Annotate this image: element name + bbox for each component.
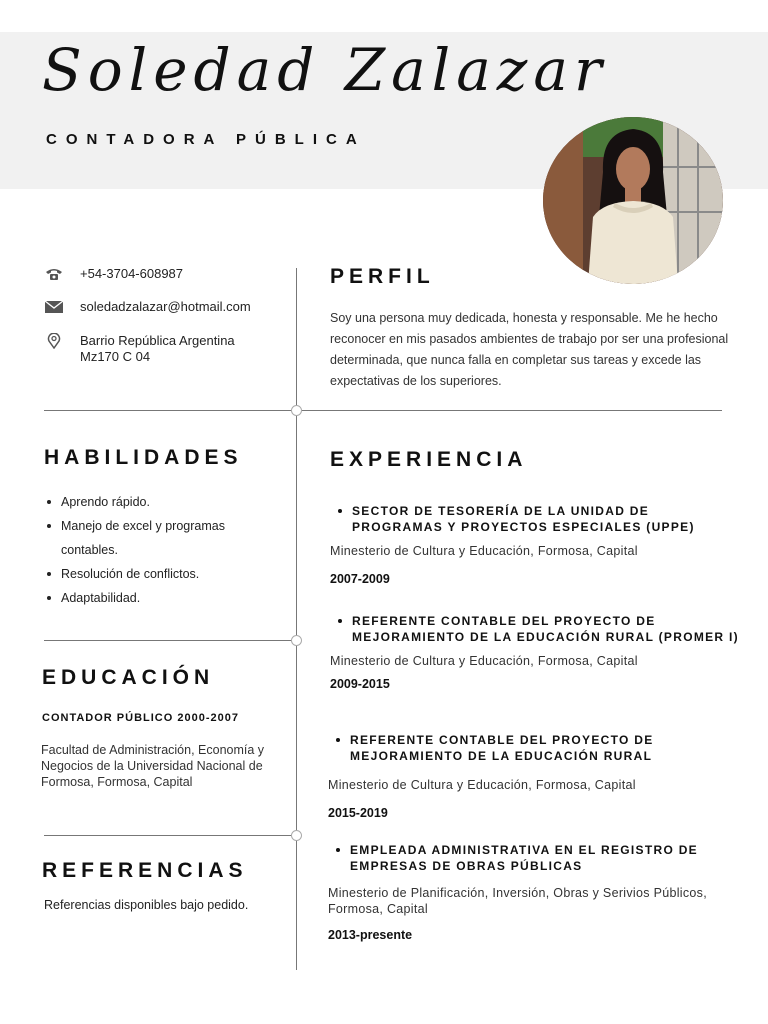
referencias-text: Referencias disponibles bajo pedido. [44,898,249,912]
divider-perfil [44,410,722,411]
job-entry [328,842,738,942]
contact-phone [44,266,183,282]
list-item: Resolución de conflictos. [44,562,284,586]
divider-educacion [44,835,294,836]
phone-number: +54-3704-608987 [80,266,184,281]
job-org: Minesterio de Cultura y Educación, Formosa, Capital [330,654,638,668]
educacion-heading: EDUCACIÓN [42,666,215,689]
email-address: soledadzalazar@hotmail.com [80,299,251,314]
divider-node [291,830,302,841]
job-dates: 2007-2009 [330,572,390,586]
job-entry [330,613,740,691]
address-line-2: Mz170 C 04 [80,349,151,364]
person-name: Soledad Zalazar [42,36,608,104]
edu-degree: CONTADOR PÚBLICO 2000-2007 [42,712,239,724]
profile-photo [543,117,723,284]
perfil-text: Soy una persona muy dedicada, honesta y responsable. Me he hecho reconocer en mis pasados ambientes de trabajo por ser una profesional determinada, que nunca falla en completar sus tareas y excede las expectativas de los superiores. [330,311,729,388]
job-role: REFERENTE CONTABLE DEL PROYECTO DE MEJORAMIENTO DE LA EDUCACIÓN RURAL [328,732,738,764]
job-dates: 2009-2015 [330,677,390,691]
job-role: SECTOR DE TESORERÍA DE LA UNIDAD DE PROGRAMAS Y PROYECTOS ESPECIALES (UPPE) [330,503,740,535]
list-item: Manejo de excel y programas contables. [44,514,284,562]
list-item: Aprendo rápido. [44,490,284,514]
job-org: Minesterio de Planificación, Inversión, Obras y Serivios Públicos, Formosa, Capital [328,886,707,916]
job-entry [328,732,738,820]
job-dates: 2013-presente [328,928,413,942]
job-org: Minesterio de Cultura y Educación, Formosa, Capital [328,778,636,792]
job-entry [330,503,740,586]
job-org: Minesterio de Cultura y Educación, Formosa, Capital [330,544,638,558]
map-pin-icon [44,333,64,349]
contact-address [44,333,235,365]
perfil-heading: PERFIL [330,265,435,288]
phone-icon [44,266,64,282]
address [80,333,235,365]
habilidades-heading: HABILIDADES [44,446,243,469]
address-line-1: Barrio República Argentina [80,333,235,348]
envelope-icon [44,299,64,315]
job-title: CONTADORA PÚBLICA [46,131,366,148]
list-item: Adaptabilidad. [44,586,284,610]
divider-habilidades [44,640,294,641]
job-role: EMPLEADA ADMINISTRATIVA EN EL REGISTRO DE EMPRESAS DE OBRAS PÚBLICAS [328,842,738,874]
divider-node [291,635,302,646]
contact-email [44,299,251,315]
edu-institution: Facultad de Administración, Economía y Negocios de la Universidad Nacional de Formosa, Formosa, Capital [41,743,265,789]
job-dates: 2015-2019 [328,806,388,820]
referencias-heading: REFERENCIAS [42,859,248,882]
experiencia-heading: EXPERIENCIA [330,448,528,471]
divider-node [291,405,302,416]
vertical-divider [296,268,297,970]
skills-list [44,490,284,610]
job-role: REFERENTE CONTABLE DEL PROYECTO DE MEJORAMIENTO DE LA EDUCACIÓN RURAL (PROMER I) [330,613,740,645]
